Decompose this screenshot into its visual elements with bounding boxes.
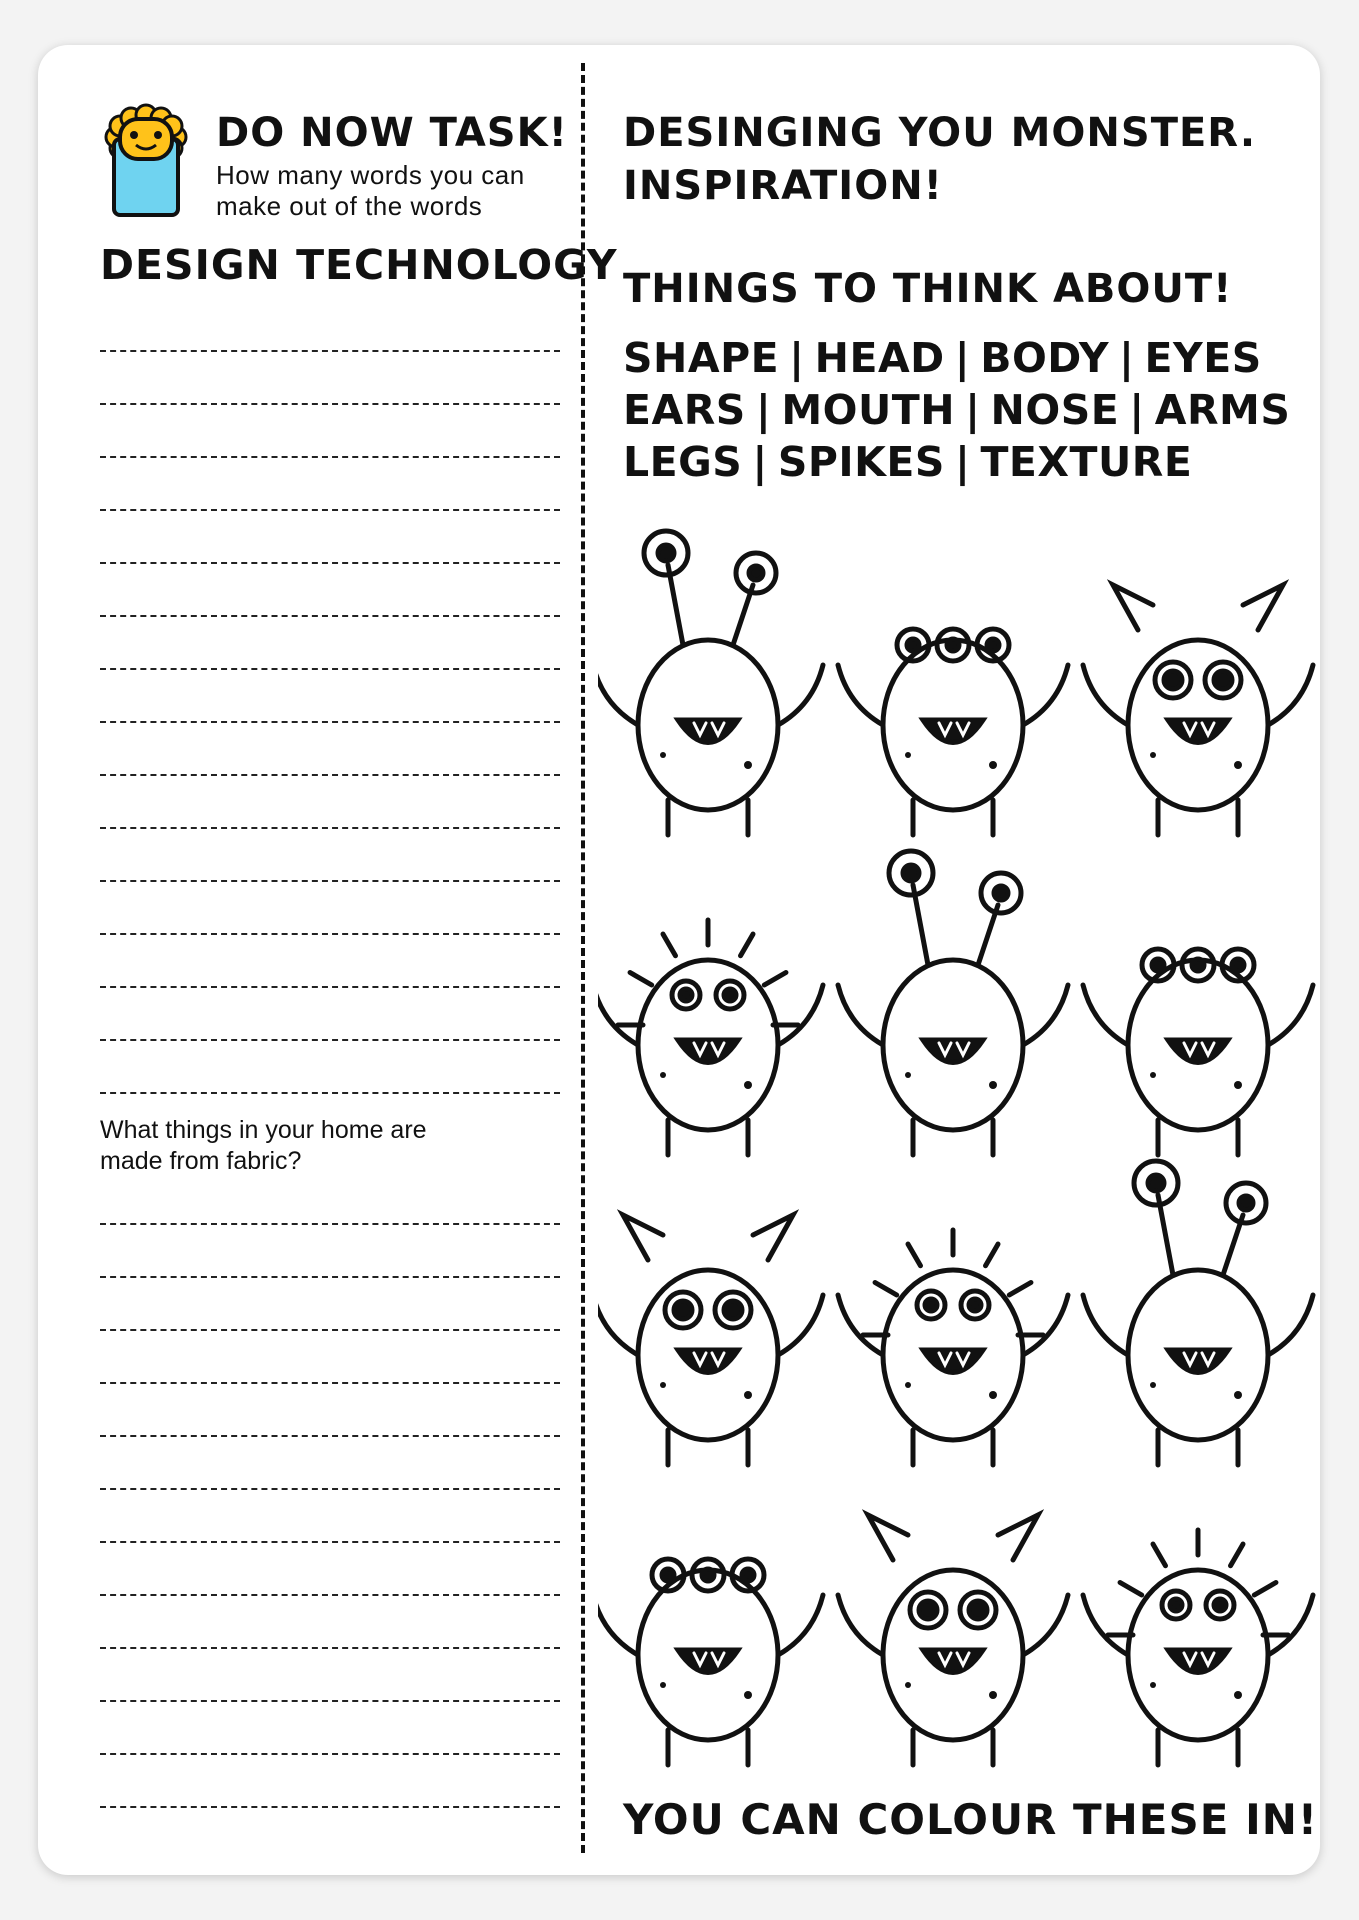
think-item: EARS <box>623 386 746 434</box>
writing-line[interactable] <box>100 986 560 988</box>
monster-icon <box>838 1515 1068 1765</box>
writing-line[interactable] <box>100 1806 560 1808</box>
monster-icon <box>1083 585 1313 835</box>
writing-line[interactable] <box>100 1276 560 1278</box>
think-separator: | <box>789 334 805 382</box>
monster-icon <box>1083 1161 1313 1465</box>
think-separator: | <box>1119 334 1135 382</box>
think-item: SPIKES <box>777 438 945 486</box>
think-item: TEXTURE <box>980 438 1193 486</box>
think-separator: | <box>1129 386 1145 434</box>
think-separator: | <box>752 438 768 486</box>
think-heading: THINGS TO THINK ABOUT! <box>623 266 1233 312</box>
think-separator: | <box>965 386 981 434</box>
writing-line[interactable] <box>100 880 560 882</box>
writing-line[interactable] <box>100 668 560 670</box>
monster-icon <box>1083 949 1313 1155</box>
monster-logo-icon <box>102 101 192 221</box>
think-item: ARMS <box>1154 386 1291 434</box>
worksheet <box>38 45 1320 1875</box>
column-divider <box>581 63 585 1853</box>
think-separator: | <box>755 386 772 434</box>
writing-line[interactable] <box>100 509 560 511</box>
writing-line[interactable] <box>100 1329 560 1331</box>
think-item: HEAD <box>814 334 945 382</box>
writing-line[interactable] <box>100 1488 560 1490</box>
monster-icon <box>598 1215 823 1465</box>
monster-icon <box>598 920 823 1155</box>
task-title: DO NOW TASK! <box>216 110 568 156</box>
monster-heading <box>623 107 1256 213</box>
writing-line[interactable] <box>100 721 560 723</box>
monster-heading-line2: INSPIRATION! <box>623 163 943 209</box>
think-item: EYES <box>1144 334 1262 382</box>
writing-line[interactable] <box>100 827 560 829</box>
writing-line[interactable] <box>100 1382 560 1384</box>
writing-line[interactable] <box>100 1753 560 1755</box>
writing-line[interactable] <box>100 562 560 564</box>
monster-icon <box>1083 1530 1313 1765</box>
writing-line[interactable] <box>100 774 560 776</box>
subject-title: DESIGN TECHNOLOGY <box>100 241 618 289</box>
monster-heading-line1: DESINGING YOU MONSTER. <box>623 110 1257 156</box>
think-separator: | <box>954 438 971 486</box>
task-subtitle: How many words you can make out of the words <box>216 160 525 221</box>
writing-line[interactable] <box>100 933 560 935</box>
think-list <box>623 332 1313 488</box>
monster-icon <box>838 1230 1068 1465</box>
writing-line[interactable] <box>100 1700 560 1702</box>
think-item: NOSE <box>990 386 1120 434</box>
writing-line[interactable] <box>100 350 560 352</box>
writing-line[interactable] <box>100 615 560 617</box>
think-item: SHAPE <box>623 334 780 382</box>
colour-footer: YOU CAN COLOUR THESE IN! <box>623 1795 1318 1844</box>
writing-line[interactable] <box>100 1594 560 1596</box>
writing-line[interactable] <box>100 456 560 458</box>
writing-line[interactable] <box>100 1039 560 1041</box>
writing-line[interactable] <box>100 403 560 405</box>
think-item: LEGS <box>623 438 743 486</box>
think-separator: | <box>954 334 971 382</box>
writing-line[interactable] <box>100 1647 560 1649</box>
monster-icon <box>598 1559 823 1765</box>
think-item: MOUTH <box>781 386 956 434</box>
monster-gallery <box>598 525 1318 1795</box>
writing-line[interactable] <box>100 1223 560 1225</box>
fabric-question: What things in your home are made from fabric? <box>100 1116 427 1175</box>
monster-icon <box>598 531 823 835</box>
monster-icon <box>838 629 1068 835</box>
think-item: BODY <box>980 334 1110 382</box>
writing-line[interactable] <box>100 1092 560 1094</box>
monster-icon <box>838 851 1068 1155</box>
writing-line[interactable] <box>100 1435 560 1437</box>
writing-line[interactable] <box>100 1541 560 1543</box>
